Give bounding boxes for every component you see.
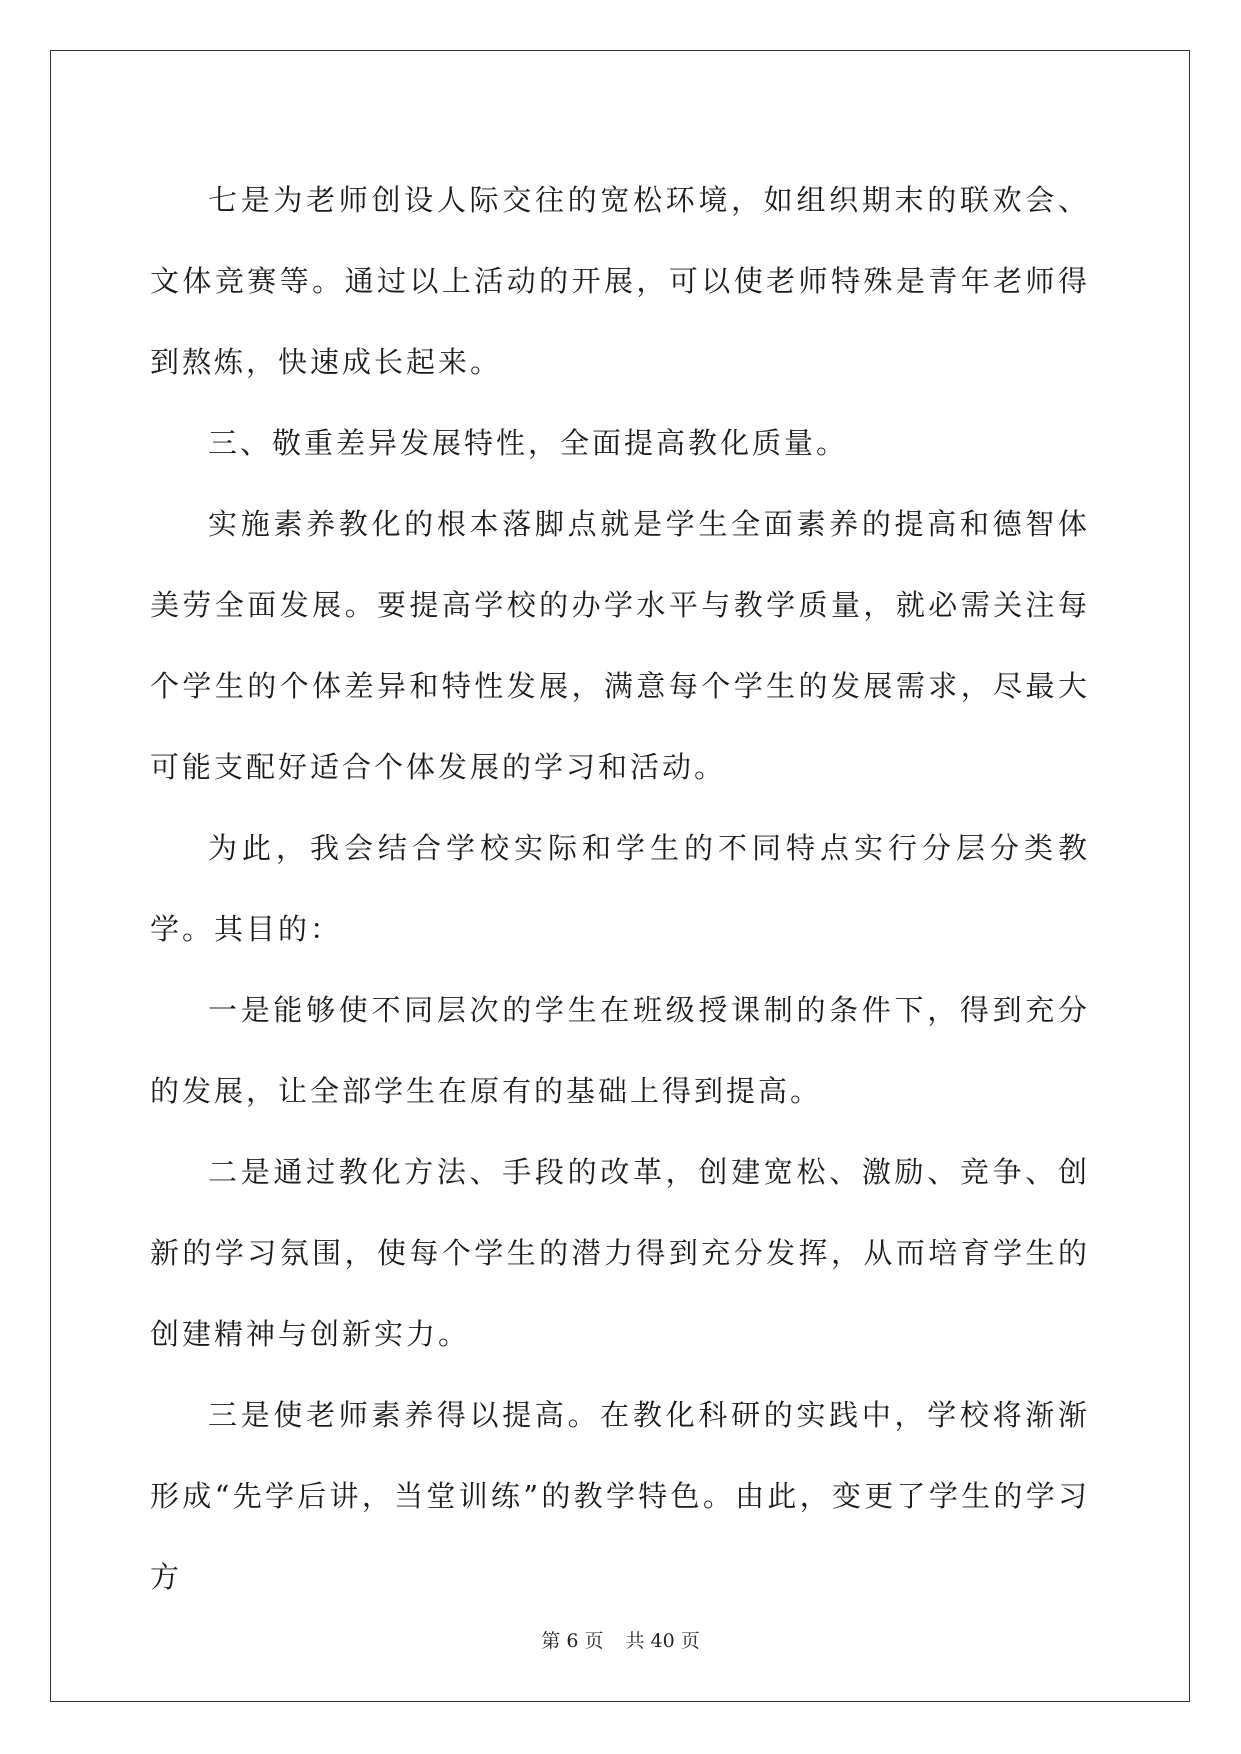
paragraph: 三是使老师素养得以提高。在教化科研的实践中，学校将渐渐形成“先学后讲，当堂训练”的教学特色。由此，变更了学生的学习方 [150,1398,1090,1594]
section-heading: 三、敬重差异发展特性，全面提高教化质量。 [208,426,849,460]
paragraph: 七是为老师创设人际交往的宽松环境，如组织期末的联欢会、文体竞赛等。通过以上活动的开展，可以使老师特殊是青年老师得到熬炼，快速成长起来。 [150,183,1090,379]
paragraph: 实施素养教化的根本落脚点就是学生全面素养的提高和德智体美劳全面发展。要提高学校的办学水平与教学质量，就必需关注每个学生的个体差异和特性发展，满意每个学生的发展需求，尽最大可能支配好适合个体发展的学习和活动。 [150,507,1090,784]
paragraph: 二是通过教化方法、手段的改革，创建宽松、激励、竞争、创新的学习氛围，使每个学生的潜力得到充分发挥，从而培育学生的创建精神与创新实力。 [150,1155,1090,1351]
paragraph: 一是能够使不同层次的学生在班级授课制的条件下，得到充分的发展，让全部学生在原有的基础上得到提高。 [150,993,1090,1108]
page-number: 第 6 页 [541,1630,604,1652]
document-body [150,160,1090,1618]
page-footer [0,1629,1241,1653]
page-total: 共 40 页 [625,1630,700,1652]
paragraph: 为此，我会结合学校实际和学生的不同特点实行分层分类教学。其目的： [150,831,1090,946]
